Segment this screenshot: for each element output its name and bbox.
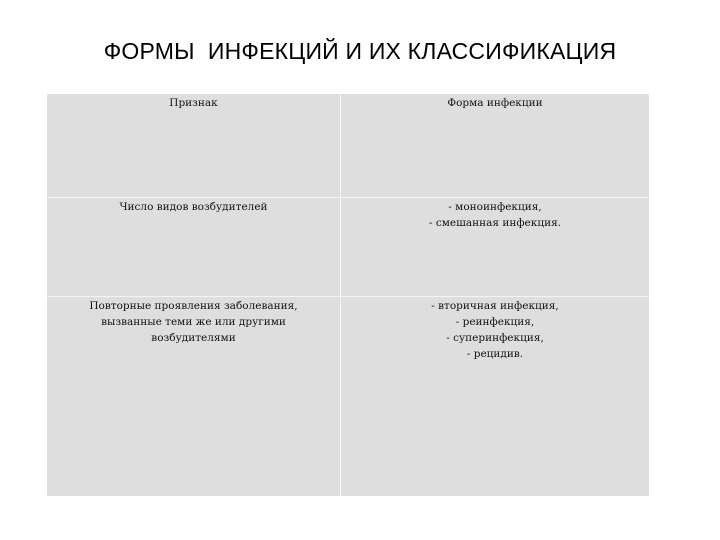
cell-text: вызванные теми же или другими bbox=[101, 316, 286, 328]
cell-text: - моноинфекция, bbox=[448, 201, 542, 213]
header-cell-infection-form bbox=[341, 94, 649, 197]
cell-text: - вторичная инфекция, bbox=[431, 300, 559, 312]
cell-text: - реинфекция, bbox=[455, 316, 535, 328]
row-2-feature-cell bbox=[47, 297, 340, 496]
row-1-feature-cell bbox=[47, 198, 340, 296]
header-text: Признак bbox=[169, 97, 218, 109]
slide-title: ФОРМЫ ИНФЕКЦИЙ И ИХ КЛАССИФИКАЦИЯ bbox=[103, 38, 617, 64]
classification-table bbox=[47, 94, 649, 496]
row-2-forms-cell bbox=[341, 297, 649, 496]
cell-text: - суперинфекция, bbox=[446, 332, 544, 344]
cell-text: Повторные проявления заболевания, bbox=[89, 300, 298, 312]
cell-text: возбудителями bbox=[151, 332, 236, 344]
cell-text: - рецидив. bbox=[466, 348, 524, 360]
header-text: Форма инфекции bbox=[447, 97, 543, 109]
row-1-forms-cell bbox=[341, 198, 649, 296]
header-cell-feature bbox=[47, 94, 340, 197]
cell-text: Число видов возбудителей bbox=[119, 201, 268, 213]
cell-text: - смешанная инфекция. bbox=[428, 217, 562, 229]
